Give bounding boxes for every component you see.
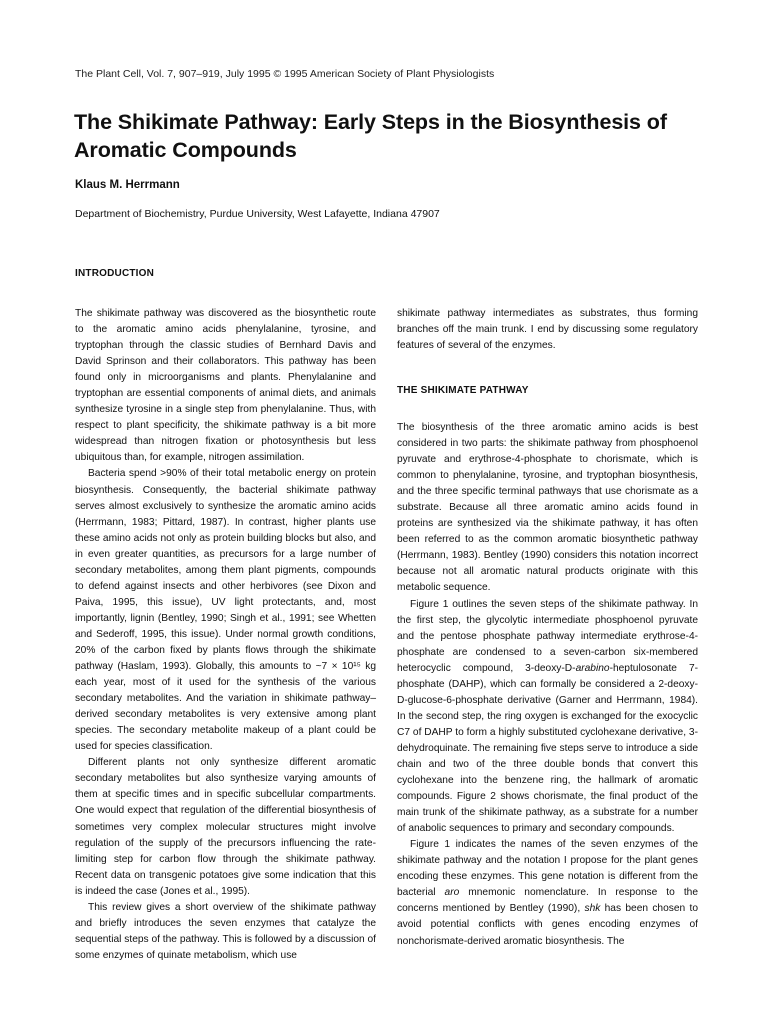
- journal-citation: The Plant Cell, Vol. 7, 907–919, July 1995 © 1995 American Society of Plant Physiologists: [75, 68, 495, 80]
- intro-paragraph-continued: shikimate pathway intermediates as substrates, thus forming branches off the main trunk. I end by discussing some regulatory features of several of the enzymes.: [397, 308, 698, 352]
- intro-paragraph-1: The shikimate pathway was discovered as the biosynthetic route to the aromatic amino acids phenylalanine, tyrosine, and tryptophan through the classic studies of Bernhard Davis and David Sprinson and their collaborators. This pathway has been found only in microorganisms and plants. Phenylalanine and tryptophan are essential components of animal diets, and animals synthesize tyrosine in a single step from phenylalanine. Thus, with respect to plant specificity, the shikimate pathway is a bit more widespread than nitrogen fixation or photosynthesis but less ubiquitous than, for example, nitrogen assimilation.: [75, 308, 376, 464]
- introduction-heading: INTRODUCTION: [75, 268, 155, 279]
- article-title: The Shikimate Pathway: Early Steps in the Biosynthesis of Aromatic Compounds: [74, 110, 667, 162]
- pathway-paragraph-1: The biosynthesis of the three aromatic amino acids is best considered in two parts: the shikimate pathway from phosphoenol pyruvate and erythrose-4-phosphate to chorismate, which is common to phenylalanine, tyrosine, and tryptophan biosynthesis, and the three specific terminal pathways that use chorismate as a substrate. Because all three aromatic amino acids found in proteins are synthesized via the shikimate pathway, it has often been referred to as the common aromatic biosynthetic pathway (Herrmann, 1983). Bentley (1990) considers this notation incorrect because not all aromatic natural products originate with this metabolic sequence.: [397, 422, 698, 594]
- intro-paragraph-4: This review gives a short overview of the shikimate pathway and briefly introduces the seven enzymes that catalyze the sequential steps of the pathway. This is followed by a discussion of some enzymes of quinate metabolism, which use: [75, 901, 376, 961]
- right-column-top: [397, 306, 698, 354]
- author-name: Klaus M. Herrmann: [75, 179, 180, 191]
- right-column: [397, 420, 698, 950]
- intro-paragraph-2: Bacteria spend >90% of their total metabolic energy on protein biosynthesis. Consequently, the bacterial shikimate pathway serves almost exclusively to synthesize the aromatic amino acids (Herrmann, 1983; Pittard, 1987). In contrast, higher plants use these amino acids not only as protein building blocks but also, and in even greater quantities, as precursors for a large number of secondary metabolites, among them plant pigments, compounds to defend against insects and other herbivores (see Dixon and Paiva, 1995, this issue), UV light protectants, and, most importantly, lignin (Bentley, 1990; Singh et al., 1991; see Whetten and Sederoff, 1995, this issue). Under normal growth conditions, 20% of the carbon fixed by plants flows through the shikimate pathway (Haslam, 1993). Globally, this amounts to ~7 × 10¹⁵ kg each year, most of it used for the synthesis of the various secondary metabolites. And the variation in shikimate pathway–derived secondary metabolites is very extensive among plant species. The secondary metabolite makeup of a plant could be used for species classification.: [75, 468, 376, 753]
- pathway-paragraph-3: Figure 1 indicates the names of the seven enzymes of the shikimate pathway and the notation I propose for the plant genes encoding these enzymes. This gene notation is different from the bacterial aro mnemonic nomenclature. In response to the concerns mentioned by Bentley (1990), shk has been chosen to avoid potential conflicts with genes encoding enzymes of nonchorismate-derived aromatic biosynthesis. The: [397, 839, 698, 947]
- left-column: [75, 306, 376, 964]
- author-affiliation: Department of Biochemistry, Purdue University, West Lafayette, Indiana 47907: [75, 208, 440, 220]
- shikimate-pathway-heading: THE SHIKIMATE PATHWAY: [397, 385, 529, 396]
- pathway-paragraph-2: Figure 1 outlines the seven steps of the shikimate pathway. In the first step, the glycolytic intermediate phosphoenol pyruvate and the pentose phosphate pathway intermediate erythrose-4-phosphate are condensed to a seven-carbon six-membered heterocyclic compound, 3-deoxy-D-arabino-heptulosonate 7-phosphate (DAHP), which can formally be considered a 2-deoxy-D-glucose-6-phosphate derivative (Garner and Herrmann, 1984). In the second step, the ring oxygen is exchanged for the exocyclic C7 of DAHP to form a highly substituted cyclohexane derivative, 3-dehydroquinate. The remaining five steps serve to introduce a side chain and two of the three double bonds that convert this cyclohexane into the benzene ring, the hallmark of aromatic compounds. Figure 2 shows chorismate, the final product of the main trunk of the shikimate pathway, as a substrate for a number of anabolic sequences to primary and secondary compounds.: [397, 598, 698, 835]
- intro-paragraph-3: Different plants not only synthesize different aromatic secondary metabolites but also synthesize varying amounts of them at specific times and in specific subcellular compartments. One would expect that regulation of the differential biosynthesis of sometimes very complex molecular structures might involve regulation of the supply of the precursors influencing the rate-limiting step for carbon flow through the shikimate pathway. Recent data on transgenic potatoes give some indication that this is indeed the case (Jones et al., 1995).: [75, 757, 376, 897]
